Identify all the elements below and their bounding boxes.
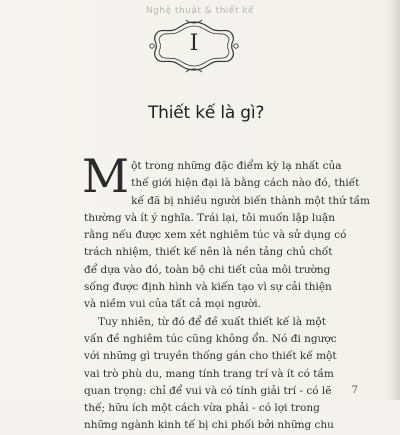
- text-line: vai trò phù du, mang tính trang trí và ít có tầm: [84, 367, 334, 380]
- page-gutter-shadow: [386, 0, 400, 400]
- chapter-title: Thiết kế là gì?: [148, 103, 265, 123]
- text-line: kế đã bị nhiều người biến thành một thứ tầm: [131, 194, 370, 207]
- paragraph-2: [84, 314, 356, 435]
- text-line: sống được định hình và kiến tạo vì sự cải thiện: [84, 281, 332, 294]
- text-line: và niềm vui của tất cả mọi người.: [84, 298, 261, 311]
- page-number: 7: [351, 385, 358, 396]
- text-line: ột trong những đặc điểm kỳ lạ nhất của: [131, 160, 342, 172]
- text-line: Tuy nhiên, từ đó để đề xuất thiết kế là một: [98, 315, 326, 328]
- drop-cap: M: [82, 149, 130, 203]
- text-line: những ngành kinh tế bị chi phối bởi những chu: [84, 419, 334, 432]
- text-line: thế; hữu ích một cách vừa phải - có lợi trong: [84, 402, 320, 415]
- text-line: để dựa vào đó, toàn bộ chi tiết của môi trường: [84, 263, 331, 276]
- text-line: rằng nếu được xem xét nghiêm túc và sử dụng có: [84, 229, 347, 242]
- text-line: thường và ít ý nghĩa. Trái lại, tôi muốn lập luận: [84, 211, 336, 224]
- text-line: trách nhiệm, thiết kế nên là nền tảng chủ chốt: [84, 246, 333, 259]
- text-line: với những gì truyền thống gán cho thiết kế một: [84, 350, 337, 363]
- running-head: Nghệ thuật & thiết kế: [145, 6, 255, 16]
- body-text: [82, 149, 370, 435]
- paragraph-1: [82, 149, 370, 314]
- text-line: quan trọng: chỉ để vui và có tính giải trí - có lẽ: [84, 384, 332, 397]
- text-line: thế giới hiện đại là bằng cách nào đó, thiết: [131, 177, 360, 190]
- chapter-number: I: [189, 31, 199, 56]
- text-line: vấn đề nghiêm túc cũng không ổn. Nó đi ngược: [84, 332, 337, 345]
